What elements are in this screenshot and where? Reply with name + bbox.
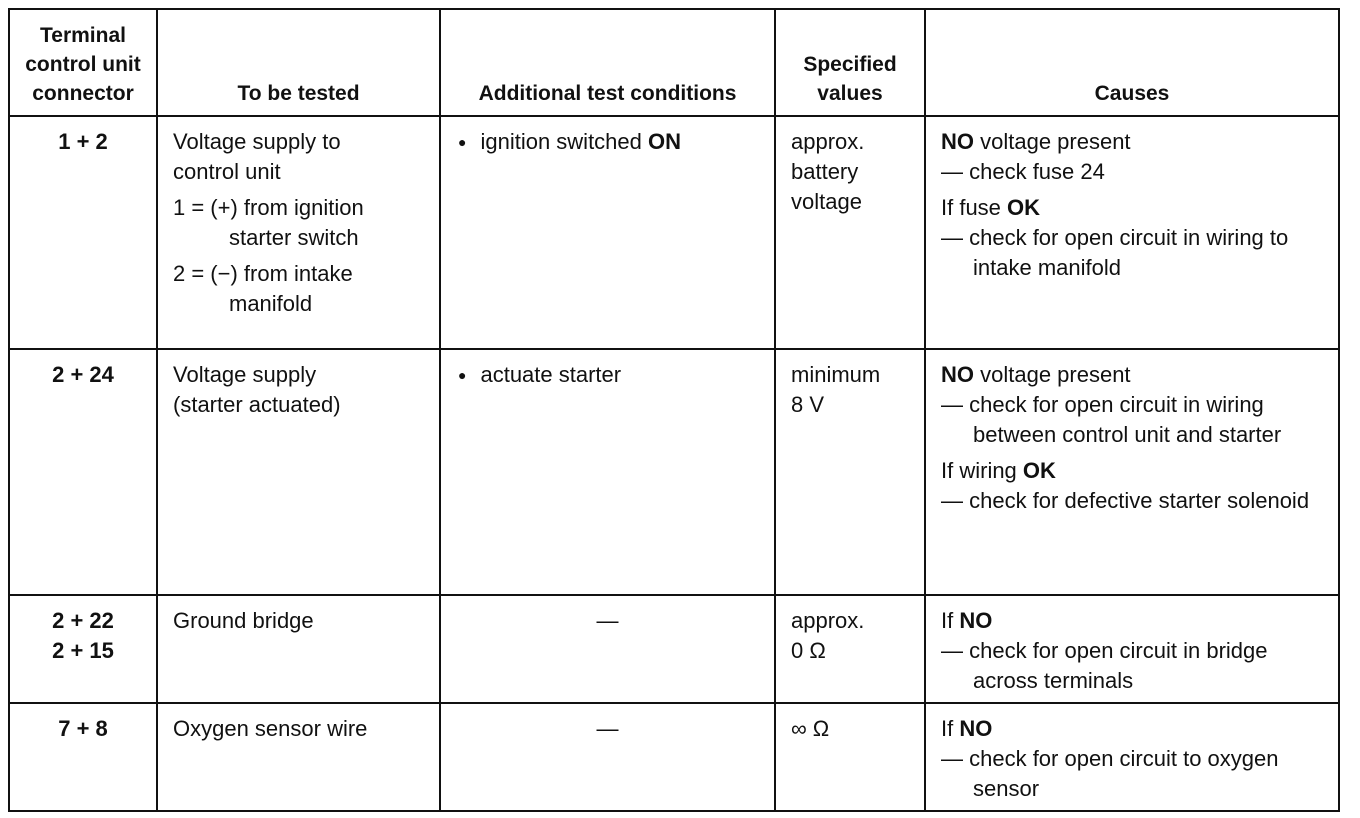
terminal-cell <box>9 595 157 703</box>
cause-bold: OK <box>1007 195 1041 220</box>
tested-description <box>173 127 431 187</box>
cause-bold: OK <box>1022 458 1056 483</box>
tested-line: control unit <box>173 159 281 184</box>
table-row <box>9 349 1339 595</box>
condition-item <box>456 127 766 159</box>
condition-dash: — <box>596 716 619 741</box>
header-causes: Causes <box>925 9 1339 116</box>
specified-line: minimum <box>791 362 881 387</box>
cause-text: voltage present <box>974 362 1131 387</box>
cause-paragraph <box>941 606 1330 696</box>
specified-line: approx. <box>791 608 865 633</box>
tested-line: (starter actuated) <box>173 392 341 417</box>
causes-cell <box>925 703 1339 811</box>
header-row <box>9 9 1339 116</box>
cause-text: If fuse <box>941 195 1008 220</box>
tested-line: Voltage supply to <box>173 129 341 154</box>
causes-cell <box>925 349 1339 595</box>
tested-line: starter switch <box>229 225 359 250</box>
cause-paragraph <box>941 360 1330 450</box>
condition-bold: ON <box>648 129 682 154</box>
header-terminal-line: connector <box>32 82 134 105</box>
terminal-value: 7 + 8 <box>58 716 108 741</box>
header-terminal <box>9 9 157 116</box>
specified-cell <box>775 116 925 349</box>
header-conditions: Additional test conditions <box>440 9 775 116</box>
specified-cell <box>775 703 925 811</box>
tested-cell <box>157 349 440 595</box>
tested-line: 2 = (−) from intake <box>173 261 353 286</box>
condition-item <box>456 360 766 392</box>
specified-line: battery <box>791 159 859 184</box>
condition-text: actuate starter <box>480 362 622 387</box>
header-specified-line: values <box>817 82 883 105</box>
cause-bold: NO <box>959 716 993 741</box>
tested-line: manifold <box>229 291 313 316</box>
cause-bold: NO <box>959 608 993 633</box>
cause-paragraph <box>941 127 1330 187</box>
terminal-cell <box>9 349 157 595</box>
causes-cell <box>925 595 1339 703</box>
cause-bold: NO <box>941 362 974 387</box>
header-specified <box>775 9 925 116</box>
cause-text: If wiring <box>941 458 1023 483</box>
tested-line: Voltage supply <box>173 362 317 387</box>
cause-paragraph <box>941 714 1330 804</box>
tested-cell <box>157 116 440 349</box>
cause-text: If <box>941 716 960 741</box>
cause-action: — check for open circuit in bridge across terminals <box>941 638 1268 693</box>
specified-line: ∞ Ω <box>791 716 830 741</box>
tested-cell <box>157 703 440 811</box>
header-terminal-line: control unit <box>25 53 141 76</box>
terminal-value: 2 + 15 <box>52 638 114 663</box>
header-terminal-line: Terminal <box>40 24 126 47</box>
table-row <box>9 595 1339 703</box>
cause-bold: NO <box>941 129 974 154</box>
condition-dash: — <box>596 608 619 633</box>
causes-cell <box>925 116 1339 349</box>
specified-cell <box>775 595 925 703</box>
specified-line: 0 Ω <box>791 638 826 663</box>
condition-cell <box>440 349 775 595</box>
condition-cell <box>440 116 775 349</box>
specified-line: 8 V <box>791 392 825 417</box>
table-row <box>9 116 1339 349</box>
table-row <box>9 703 1339 811</box>
specified-cell <box>775 349 925 595</box>
tested-pin-note <box>173 259 431 319</box>
cause-action: — check fuse 24 <box>941 159 1105 184</box>
tested-line: 1 = (+) from ignition <box>173 195 364 220</box>
cause-text: If <box>941 608 960 633</box>
tested-line: Oxygen sensor wire <box>173 716 368 741</box>
condition-text: ignition switched <box>480 129 649 154</box>
tested-cell <box>157 595 440 703</box>
cause-action: — check for open circuit in wiring to intake manifold <box>941 225 1289 280</box>
terminal-value: 2 + 24 <box>52 362 114 387</box>
tested-line: Ground bridge <box>173 608 314 633</box>
terminal-value: 1 + 2 <box>58 129 108 154</box>
specified-line: voltage <box>791 189 862 214</box>
cause-action: — check for open circuit to oxygen sensor <box>941 746 1279 801</box>
header-specified-line: Specified <box>803 53 897 76</box>
terminal-cell <box>9 703 157 811</box>
tested-pin-note <box>173 193 431 253</box>
terminal-value: 2 + 22 <box>52 608 114 633</box>
test-table <box>8 8 1340 812</box>
condition-cell <box>440 595 775 703</box>
condition-cell <box>440 703 775 811</box>
cause-paragraph <box>941 456 1330 516</box>
cause-action: — check for open circuit in wiring between control unit and starter <box>941 392 1282 447</box>
specified-line: approx. <box>791 129 865 154</box>
cause-action: — check for defective starter solenoid <box>941 488 1310 513</box>
cause-paragraph <box>941 193 1330 283</box>
terminal-cell <box>9 116 157 349</box>
cause-text: voltage present <box>974 129 1131 154</box>
header-tested: To be tested <box>157 9 440 116</box>
